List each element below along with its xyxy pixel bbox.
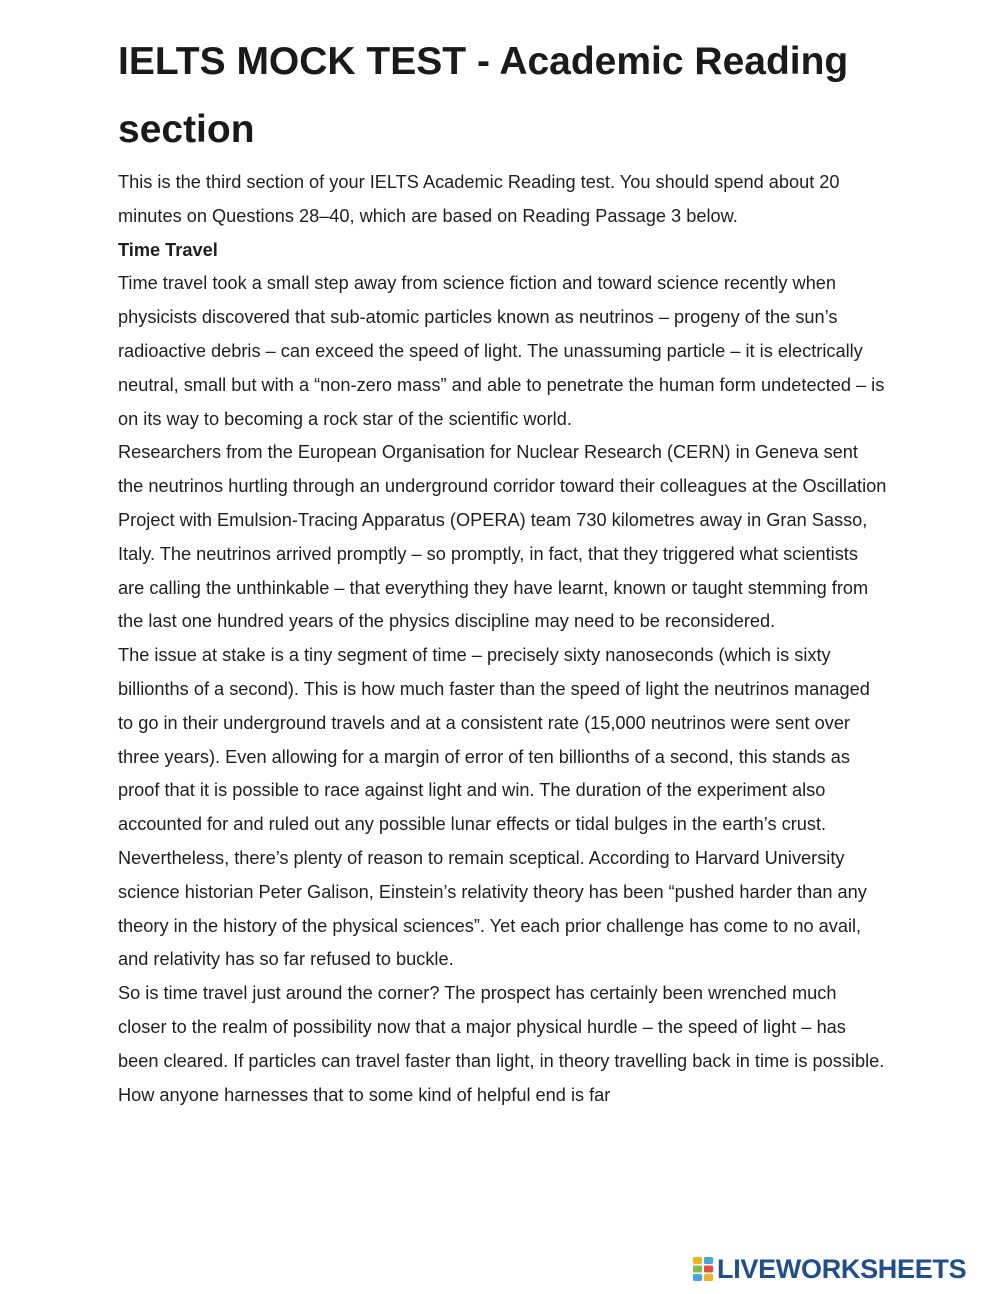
passage-title: Time Travel bbox=[118, 239, 218, 260]
liveworksheets-logo-text: LIVEWORKSHEETS bbox=[717, 1254, 967, 1284]
passage-paragraph-3: The issue at stake is a tiny segment of time – precisely sixty nanoseconds (which is sixty billionths of a second). This is how much faster than the speed of light the neutrinos managed to go in their underground travels and at a consistent rate (15,000 neutrinos were sent over three years). Even allowing for a margin of error of ten billionths of a second, this stands as proof that it is possible to race against light and win. The duration of the experiment also accounted for and ruled out any possible lunar effects or tidal bulges in the earth’s crust. bbox=[118, 645, 870, 835]
liveworksheets-logo[interactable] bbox=[693, 1254, 966, 1284]
passage-paragraph-4: Nevertheless, there’s plenty of reason to remain sceptical. According to Harvard University science historian Peter Galison, Einstein’s relativity theory has been “pushed harder than any theory in the history of the physical sciences”. Yet each prior challenge has come to no avail, and relativity has so far refused to buckle. bbox=[118, 847, 867, 970]
document-page bbox=[118, 28, 888, 1112]
intro-paragraph: This is the third section of your IELTS Academic Reading test. You should spend about 20 minutes on Questions 28–40, which are based on Reading Passage 3 below. bbox=[118, 172, 840, 226]
passage-paragraph-1: Time travel took a small step away from science fiction and toward science recently when physicists discovered that sub-atomic particles known as neutrinos – progeny of the sun’s radioactive debris – can exceed the speed of light. The unassuming particle – it is electrically neutral, small but with a “non-zero mass” and able to penetrate the human form undetected – is on its way to becoming a rock star of the scientific world. bbox=[118, 273, 885, 429]
page-title: IELTS MOCK TEST - Academic Reading section bbox=[118, 40, 849, 151]
passage-content bbox=[118, 166, 888, 1112]
liveworksheets-logo-icon bbox=[693, 1257, 713, 1281]
passage-paragraph-2: Researchers from the European Organisation for Nuclear Research (CERN) in Geneva sent the neutrinos hurtling through an underground corridor toward their colleagues at the Oscillation Project with Emulsion-Tracing Apparatus (OPERA) team 730 kilometres away in Gran Sasso, Italy. The neutrinos arrived promptly – so promptly, in fact, that they triggered what scientists are calling the unthinkable – that everything they have learnt, known or taught stemming from the last one hundred years of the physics discipline may need to be reconsidered. bbox=[118, 442, 887, 632]
passage-paragraph-5: So is time travel just around the corner? The prospect has certainly been wrenched much closer to the realm of possibility now that a major physical hurdle – the speed of light – has been cleared. If particles can travel faster than light, in theory travelling back in time is possible. How anyone harnesses that to some kind of helpful end is far bbox=[118, 983, 885, 1105]
